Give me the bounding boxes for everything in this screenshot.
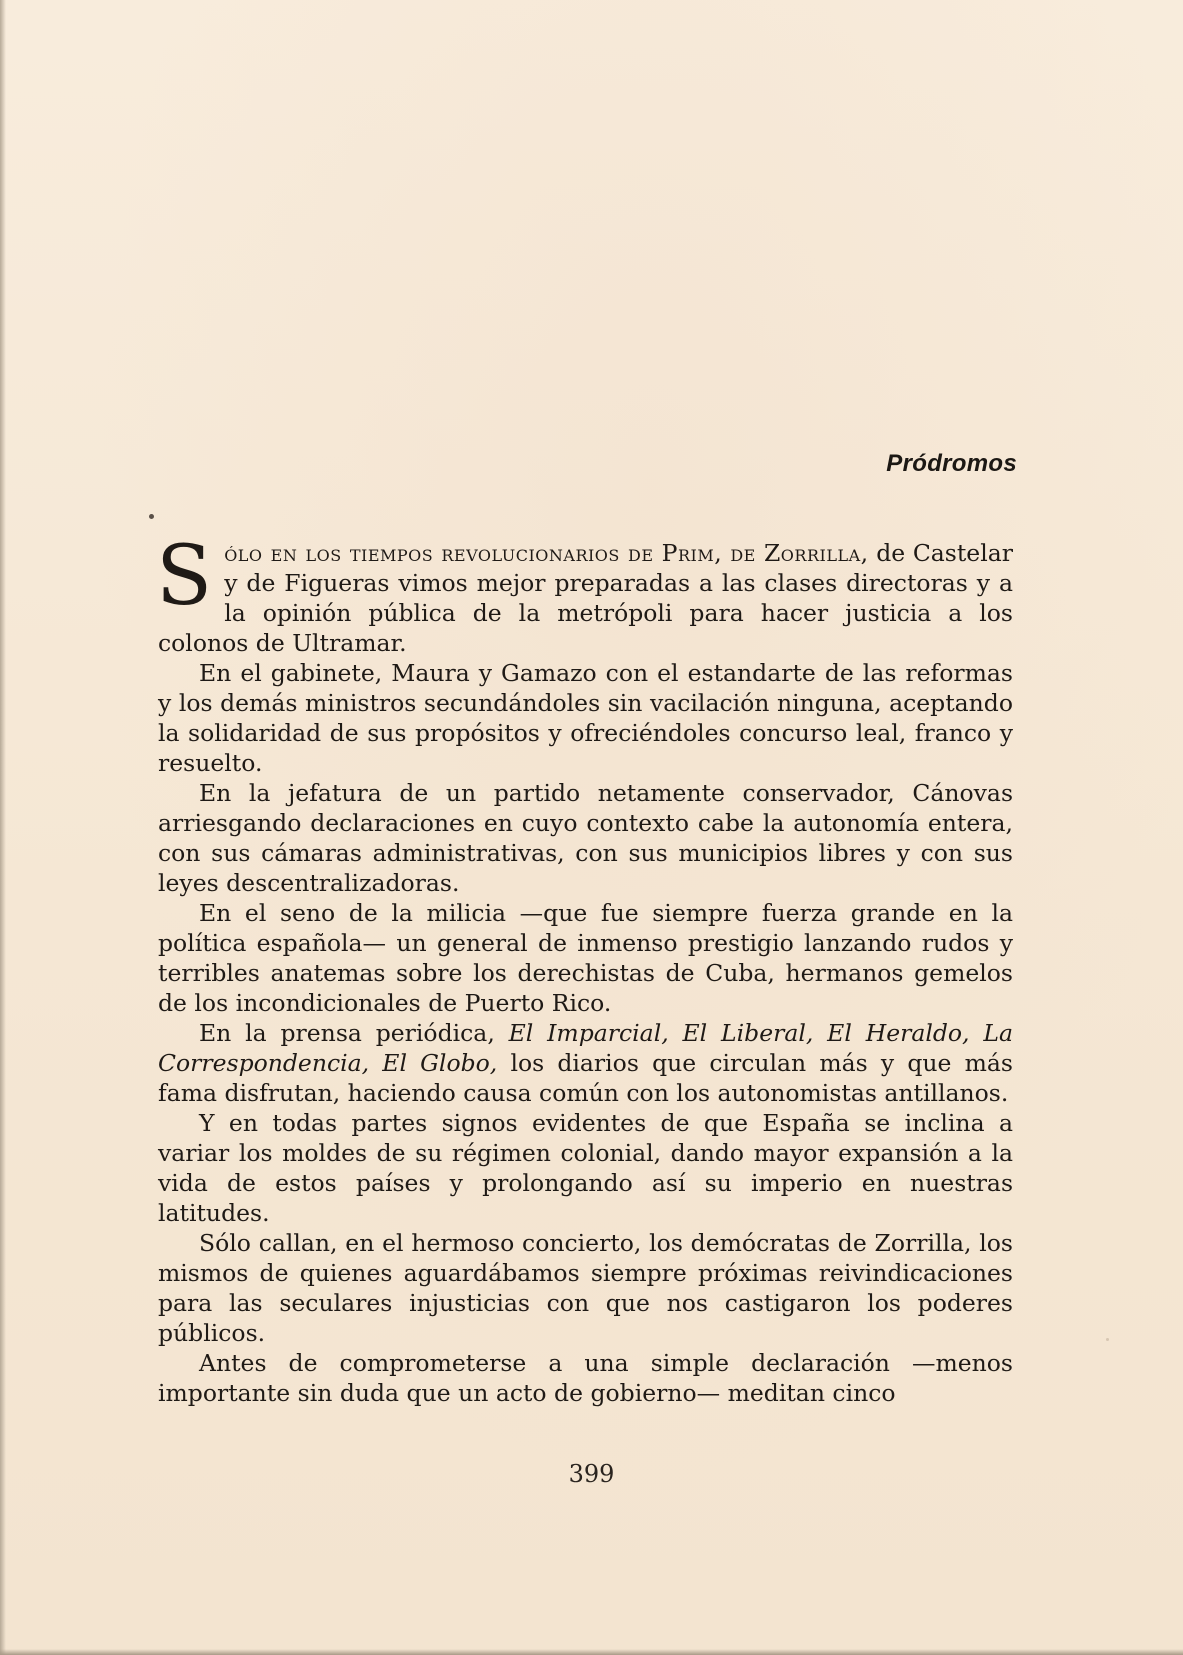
paragraph-1 xyxy=(156,529,1013,658)
paragraph-7: Sólo callan, en el hermoso concierto, los demócratas de Zorrilla, los mismos de quienes aguardábamos siempre próximas reivindicaciones para las seculares injusticias con que nos castigaron los poderes públicos. xyxy=(158,1229,1013,1347)
paragraph-5-intro: En la prensa periódica, xyxy=(199,1019,495,1047)
page-number: 399 xyxy=(568,1460,615,1488)
paragraph-3: En la jefatura de un partido netamente conservador, Cánovas arriesgando declaraciones en cuyo contexto cabe la autonomía entera, con sus cámaras administrativas, con sus municipios libres y con sus leyes descentralizadoras. xyxy=(158,779,1013,897)
paper-speck xyxy=(1106,1338,1109,1341)
page-left-edge xyxy=(0,0,6,1655)
paragraph-2: En el gabinete, Maura y Gamazo con el estandarte de las reformas y los demás ministros secundándoles sin vacilación ninguna, aceptando la solidaridad de sus propósitos y ofreciéndoles concurso leal, franco y resuelto. xyxy=(158,659,1013,777)
paragraph-8: Antes de comprometerse a una simple declaración —menos importante sin duda que un acto de gobierno— meditan cinco xyxy=(158,1349,1013,1407)
article-body xyxy=(156,529,1013,1408)
newspaper-titles: El Imparcial, El Liberal, El Heraldo, La Correspondencia, El Globo, xyxy=(158,1019,1013,1077)
paragraph-6: Y en todas partes signos evidentes de que España se inclina a variar los moldes de su régimen colonial, dando mayor expansión a la vida de estos países y prolongando así su imperio en nuestras latitudes. xyxy=(158,1109,1013,1227)
drop-cap: S xyxy=(156,529,213,624)
paragraph-1-text: de Castelar y de Figueras vimos mejor preparadas a las clases directoras y a la opinión pública de la metrópoli para hacer justicia a los colonos de Ultramar. xyxy=(158,539,1013,657)
section-heading: Pródromos xyxy=(886,450,1017,477)
paragraph-5-text: los diarios que circulan más y que más fama disfrutan, haciendo causa común con los autonomistas antillanos. xyxy=(158,1049,1013,1107)
bullet-mark xyxy=(149,514,154,519)
paragraph-5 xyxy=(158,1018,1013,1108)
opening-small-caps: ólo en los tiempos revolucionarios de Prim, de Zorrilla, xyxy=(224,539,869,567)
page-bottom-edge xyxy=(0,1649,1183,1655)
paragraph-4: En el seno de la milicia —que fue siempre fuerza grande en la política española— un general de inmenso prestigio lanzando rudos y terribles anatemas sobre los derechistas de Cuba, hermanos gemelos de los incondicionales de Puerto Rico. xyxy=(158,899,1013,1017)
